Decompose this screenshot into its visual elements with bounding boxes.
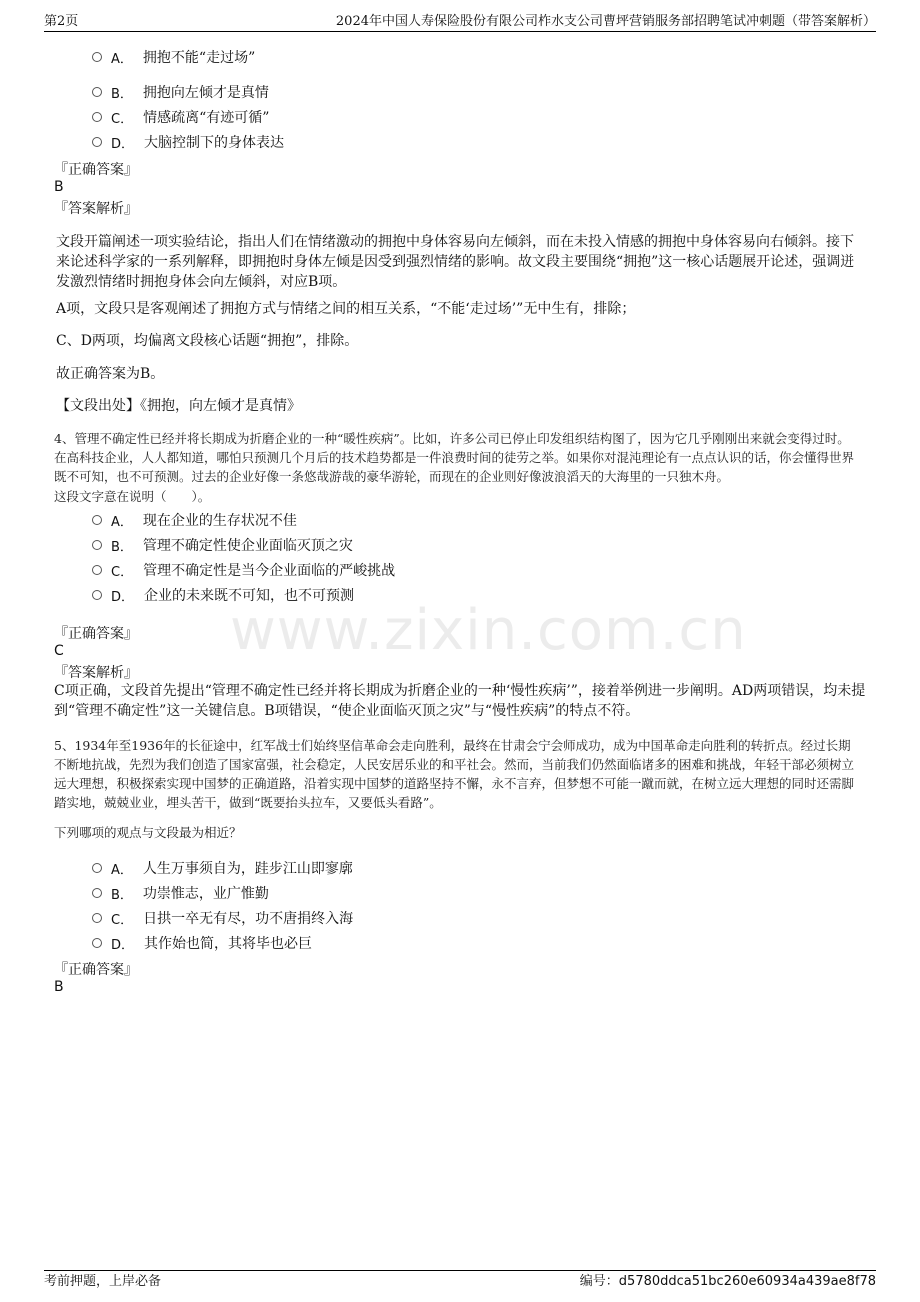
source-citation: 【文段出处】《拥抱，向左倾才是真情》: [56, 398, 301, 414]
option-label: B．: [111, 539, 133, 555]
option-label: D．: [111, 136, 135, 152]
q5-option-a[interactable]: [92, 858, 353, 878]
q3-option-a[interactable]: [92, 47, 255, 67]
document-code: [580, 1274, 876, 1290]
option-label: C．: [111, 564, 134, 580]
watermark: www.zixin.com.cn: [230, 598, 747, 663]
option-text: 其作始也简，其将毕也必巨: [144, 936, 313, 952]
document-code-label: 编号：: [579, 1274, 619, 1289]
q4-option-a[interactable]: [92, 510, 297, 530]
radio-icon[interactable]: [92, 87, 102, 97]
question-stem: 4、管理不确定性已经并将长期成为折磨企业的一种“暖性疾病”。比如，许多公司已停止印发组织结构图了，因为它几乎刚刚出来就会变得过时。在高科技企业，人人都知道，哪怕只预测几个月后的技术趋势都是一件浪费时间的徒劳之举。如果你对混沌理论有一点点认识的话，你会懂得世界既不可知，也不可预测。过去的企业好像一条悠哉游哉的豪华游轮，而现在的企业则好像波浪滔天的大海里的一只独木舟。: [54, 431, 855, 484]
option-text: 日拱一卒无有尽，功不唐捐终入海: [143, 911, 354, 927]
q5-option-b[interactable]: [92, 883, 269, 903]
analysis-heading: 『答案解析』: [54, 665, 138, 681]
question-stem: 5、1934年至1936年的长征途中，红军战士们始终坚信革命会走向胜利，最终在甘肃会宁会师成功，成为中国革命走向胜利的转折点。经过长期不断地抗战，先烈为我们创造了国家富强，社会稳定，人民安居乐业的和平社会。然而，当前我们仍然面临诸多的困难和挑战，年轻干部必须树立远大理想，积极探索实现中国梦的正确道路，沿着实现中国梦的道路坚持不懈，永不言弃，但梦想不可能一蹴而就，在树立远大理想的同时还需脚踏实地，兢兢业业，埋头苦干，做到“既要抬头拉车，又要低头看路”。: [54, 738, 855, 810]
option-label: C．: [111, 912, 134, 928]
option-label: A．: [111, 862, 133, 878]
page-number: 第2页: [44, 14, 79, 29]
radio-icon[interactable]: [92, 137, 102, 147]
radio-icon[interactable]: [92, 515, 102, 525]
radio-icon[interactable]: [92, 590, 102, 600]
option-text: 功崇惟志，业广惟勤: [142, 886, 269, 902]
header-rule: [44, 31, 876, 32]
q3-option-d[interactable]: [92, 132, 284, 152]
option-text: 人生万事须自为，跬步江山即寥廓: [142, 861, 353, 877]
correct-answer: B: [54, 179, 64, 195]
option-text: 现在企业的生存状况不佳: [142, 513, 297, 529]
radio-icon[interactable]: [92, 863, 102, 873]
footer-rule: [44, 1270, 876, 1271]
footer-slogan: 考前押题，上岸必备: [44, 1274, 162, 1289]
q4-option-b[interactable]: [92, 535, 353, 555]
radio-icon[interactable]: [92, 52, 102, 62]
analysis-paragraph: C项正确，文段首先提出“管理不确定性已经并将长期成为折磨企业的一种‘慢性疾病’”，接着举例进一步阐明。AD两项错误，均未提到“管理不确定性”这一关键信息。B项错误，“使企业面临灭顶之灾”与“慢性疾病”的特点不符。: [54, 683, 866, 719]
option-label: D．: [111, 589, 135, 605]
correct-answer: C: [54, 643, 64, 659]
q5-option-d[interactable]: [92, 933, 312, 953]
option-label: B．: [111, 887, 133, 903]
q3-option-b[interactable]: [92, 82, 269, 102]
answer-heading: 『正确答案』: [54, 626, 138, 642]
analysis-heading: 『答案解析』: [54, 201, 138, 217]
q5-option-c[interactable]: [92, 908, 353, 928]
answer-heading: 『正确答案』: [54, 962, 138, 978]
radio-icon[interactable]: [92, 540, 102, 550]
analysis-paragraph: C、D两项，均偏离文段核心话题“拥抱”，排除。: [56, 333, 359, 349]
option-text: 情感疏离“有迹可循”: [143, 110, 270, 126]
q4-option-d[interactable]: [92, 585, 354, 605]
question-prompt: 下列哪项的观点与文段最为相近？: [54, 825, 242, 840]
option-text: 管理不确定性是当今企业面临的严峻挑战: [143, 563, 396, 579]
option-label: A．: [111, 514, 133, 530]
analysis-paragraph: 故正确答案为B。: [56, 366, 165, 382]
q3-option-c[interactable]: [92, 107, 269, 127]
analysis-paragraph: 文段开篇阐述一项实验结论，指出人们在情绪激动的拥抱中身体容易向左倾斜，而在未投入情感的拥抱中身体容易向右倾斜。接下来论述科学家的一系列解释，即拥抱时身体左倾是因受到强烈情绪的影响。故文段主要围绕“拥抱”这一核心话题展开论述，强调迸发激烈情绪时拥抱身体会向左倾斜，对应B项。: [56, 234, 855, 290]
option-text: 企业的未来既不可知，也不可预测: [144, 588, 355, 604]
option-text: 拥抱不能“走过场”: [142, 50, 256, 66]
analysis-paragraph: A项，文段只是客观阐述了拥抱方式与情绪之间的相互关系，“不能‘走过场’”无中生有，排除；: [56, 301, 636, 317]
option-text: 大脑控制下的身体表达: [144, 135, 285, 151]
option-text: 管理不确定性使企业面临灭顶之灾: [142, 538, 353, 554]
option-text: 拥抱向左倾才是真情: [142, 85, 269, 101]
document-title: 2024年中国人寿保险股份有限公司柞水支公司曹坪营销服务部招聘笔试冲刺题（带答案解析）: [335, 14, 876, 29]
correct-answer: B: [54, 979, 64, 995]
option-label: C．: [111, 111, 134, 127]
radio-icon[interactable]: [92, 888, 102, 898]
option-label: B．: [111, 86, 133, 102]
radio-icon[interactable]: [92, 938, 102, 948]
question-prompt: 这段文字意在说明（ ）。: [54, 489, 211, 504]
q4-option-c[interactable]: [92, 560, 395, 580]
option-label: A．: [111, 51, 133, 67]
option-label: D．: [111, 937, 135, 953]
answer-heading: 『正确答案』: [54, 162, 138, 178]
document-code-value: d5780ddca51bc260e60934a439ae8f78: [618, 1274, 876, 1289]
radio-icon[interactable]: [92, 565, 102, 575]
radio-icon[interactable]: [92, 913, 102, 923]
radio-icon[interactable]: [92, 112, 102, 122]
